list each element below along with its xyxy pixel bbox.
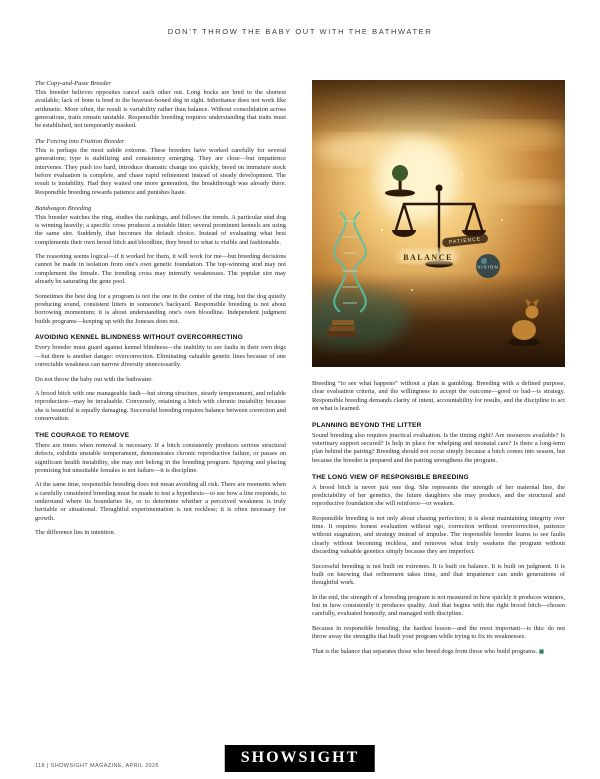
right-column [312, 80, 565, 662]
paragraph: The difference lies in intention. [35, 529, 116, 537]
paragraph: There are times when removal is necessary. If a bitch consistently produces serious structural defects, exhibits unstable temperament, demonstrates chronic reproductive failure, or passes on significant health instability, she may not belong in the breeding program. Spaying and placing promising but unsuitable females is not failure—it is discipline. [35, 441, 286, 474]
paragraph: Every breeder must guard against kennel blindness—the inability to see faults in their own dogs—but there is another danger: overcorrection. Eliminating valuable genetic lines because of one correctable weakness can narrow diversity unnecessarily. [35, 344, 286, 369]
article-body [35, 80, 565, 662]
end-of-article-mark: ■ [538, 648, 545, 655]
showsight-logo: SHOWSIGHT [225, 745, 375, 772]
paragraph: This is perhaps the most subtle extreme. These breeders have worked carefully for several generations; type is stabilizing and consistency emerging. They are close—but impatience intervenes. They push too hard, introduce dramatic change too quickly, breed on immature stock before evaluation is complete, and chase rapid refinement instead of steady development. The result is instability. Had they waited one more generation, the breakthrough was already there. Responsible breeding rewards patience and punishes haste. [35, 147, 286, 196]
balance-banner [398, 249, 458, 263]
running-head-title: DON’T THROW THE BABY OUT WITH THE BATHWATER [167, 27, 433, 36]
feature-artwork-svg [312, 80, 565, 367]
paragraph: The reasoning seems logical—if it worked for them, it will work for me—but breeding decisions cannot be made in isolation from one's own genetic foundation. The top-winning stud may not complement the female. The trending cross may intensify weaknesses. The popular sire may already be saturating the gene pool. [35, 253, 286, 286]
paragraph: A brood bitch is never just one dog. She represents the strength of her maternal line, the predictability of her genetics, the future daughters she may produce, and the structural and reproductive foundation she will reinforce—or weaken. [312, 483, 565, 508]
paragraph: Sound breeding also requires practical evaluation. Is the timing right? Are resources available? Is veterinary support secured? Is help in place for whelping and neonatal care? Is there a long-term plan behind the pairing? Breeding should not occur simply because a bitch comes into season, but because the breeder is prepared and the pairing strengthens the program. [312, 431, 565, 464]
section-heading: PLANNING BEYOND THE LITTER [312, 421, 422, 429]
paragraph: This breeder watches the ring, studies the rankings, and follows the trends. A particular stud dog is winning heavily; a specific cross produces a notable litter; several prominent kennels are using the same sire. Suddenly, that becomes the default choice. Instead of evaluating what best complements their own brood bitch and bloodline, they breed to what is visible and fashionable. [35, 213, 286, 246]
paragraph: Do not throw the baby out with the bathwater. [35, 375, 153, 383]
sun-glow [377, 140, 457, 220]
section-heading: THE LONG VIEW OF RESPONSIBLE BREEDING [312, 473, 469, 481]
vision-orb [476, 254, 500, 278]
section-heading: AVOIDING KENNEL BLINDNESS WITHOUT OVERCORRECTING [35, 334, 243, 342]
paragraph: Successful breeding is not built on extremes. It is built on balance. It is built on judgment. It is built on knowing that refinement takes time, and that impatience can undo generations of thoughtful work. [312, 562, 565, 587]
section-heading-italic: The Copy-and-Paste Breeder [35, 80, 111, 87]
page-folio: 118 | SHOWSIGHT MAGAZINE, APRIL 2026 [35, 763, 159, 769]
closing-paragraph [312, 648, 565, 656]
paragraph: A brood bitch with one manageable fault—but strong structure, steady temperament, and reliable reproduction—may be invaluable. Conversely, retaining a bitch with chronic instability because she is beautiful is equally damaging. Successful breeding requires balance between correction and conservation. [35, 390, 286, 423]
artwork-word-balance: BALANCE [403, 253, 453, 262]
paragraph: This breeder believes opposites cancel each other out. Long hocks are bred to the shortest available; lack of bone is bred to the heaviest-boned dog in sight. Inheritance does not work like arithmetic. More often, the result is variability rather than balance. Without consolidation across generations, traits remain unstable. Responsible breeding requires understanding that traits must be established, not temporarily masked. [35, 89, 286, 130]
paragraph: Breeding “to see what happens” without a plan is gambling. Breeding with a defined purpose, clear evaluation criteria, and the willingness to accept the outcome—good or bad—is strategy. Responsible breeding demands clarity of intent, accountability for results, and the discipline to act on what is learned. [312, 380, 565, 412]
left-column [35, 80, 286, 662]
feature-illustration [312, 80, 565, 367]
paragraph: Responsible breeding is not only about chasing perfection; it is about maintaining integrity over time. It requires honest evaluation without ego, correction without overcorrection, patience without stagnation, and strategy instead of impulse. The responsible breeder learns to see faults clearly without becoming reckless, and removes what truly weakens the program without discarding valuable genetics simply because they are imperfect. [312, 514, 565, 556]
section-heading-italic: The Forcing into Fruition Breeder [35, 138, 125, 146]
section-heading-italic: Bandwagon Breeding [35, 204, 92, 212]
paragraph: At the same time, responsible breeding does not mean avoiding all risk. There are moments when a carefully considered breeding must be made to test a hypothesis—to see how a line responds, to understand where its boundaries lie, or to determine whether a perceived weakness is truly heritable or situational. Thoughtful experimentation is not reckless; it is often necessary for growth. [35, 481, 286, 522]
section-heading: THE COURAGE TO REMOVE [35, 431, 130, 439]
closing-paragraph-text: That is the balance that separates those who breed dogs from those who build programs. [312, 647, 538, 655]
artwork-word-vision: VISION [477, 264, 499, 270]
paragraph: Because in responsible breeding, the hardest lesson—and the most important—is this: do not throw away the strengths that built your program while trying to fix its weaknesses. [312, 624, 565, 641]
paragraph: In the end, the strength of a breeding program is not measured in how quickly it produces winners, but in how consistently it produces quality. And that begins with the right brood bitch—chosen carefully, evaluated honestly, and managed with discipline. [312, 593, 565, 618]
paragraph: Sometimes the best dog for a program is not the one in the center of the ring, but the dog quietly producing sound, consistent litters in someone's backyard. Responsible breeding is not about borrowing momentum; it is about understanding one's own bloodline. Independent judgment builds programs—keeping up with the Joneses does not. [35, 292, 286, 325]
artwork-word-patience: PATIENCE [448, 236, 482, 246]
